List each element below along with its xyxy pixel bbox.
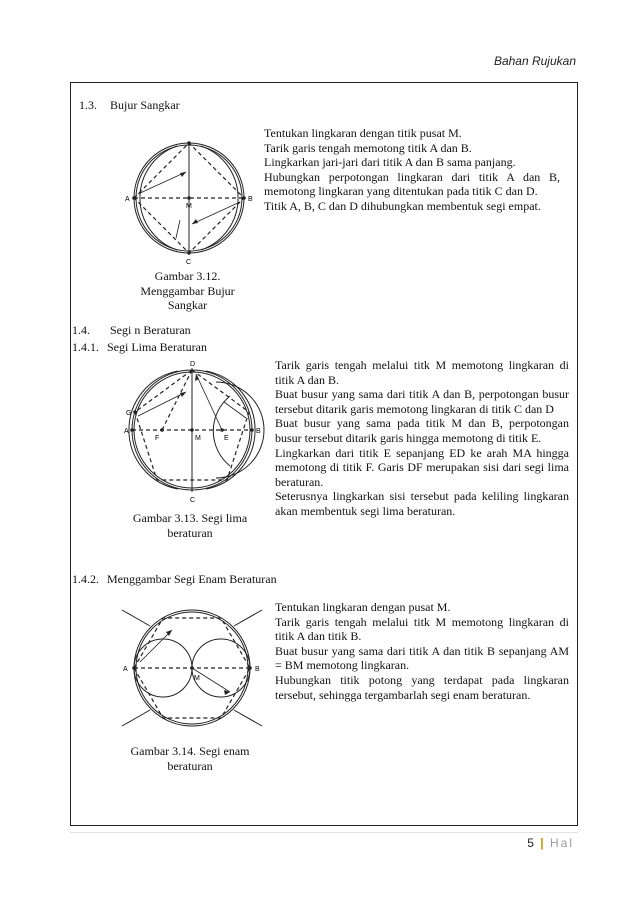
steps-square: Tentukan lingkaran dengan titik pusat M. Tarik garis tengah memotong titik A dan B. Lingkarkan jari-jari dari titik A dan B sama panjang. Hubungkan perpotongan lingkaran dari titik A dan B, memotong lingkaran yang ditentukan pada titik C dan D. Titik A, B, C dan D dihubungkan membentuk segi empat.: [264, 126, 560, 213]
footer-rule: [70, 832, 578, 833]
label-point-e: E: [224, 435, 229, 442]
figure-pentagon: [124, 358, 269, 506]
label-point-c: C: [186, 259, 192, 266]
heading-segi-enam: Menggambar Segi Enam Beraturan: [107, 572, 277, 586]
page-separator: |: [540, 836, 544, 850]
heading-number-1-3: 1.3.: [79, 98, 97, 112]
heading-segi-n: Segi n Beraturan: [110, 323, 191, 337]
page-label: Hal: [549, 836, 574, 850]
label-point-b-hexagon: B: [255, 666, 260, 673]
caption-figure-3-14: Gambar 3.14. Segi enam beraturan: [130, 744, 250, 773]
label-point-f: F: [155, 435, 160, 442]
label-point-m-pentagon: M: [195, 435, 201, 442]
figure-hexagon: [120, 600, 270, 738]
label-point-d: D: [190, 361, 196, 368]
label-point-m-hexagon: M: [194, 675, 200, 682]
heading-segi-lima: Segi Lima Beraturan: [107, 340, 207, 354]
label-point-a-pentagon: A: [124, 428, 129, 435]
page-number-value: 5: [527, 836, 534, 850]
caption-figure-3-12: Gambar 3.12. Menggambar Bujur Sangkar: [140, 269, 235, 313]
label-point-g: G: [126, 410, 132, 417]
label-point-c-pentagon: C: [190, 497, 196, 504]
running-header: Bahan Rujukan: [493, 54, 576, 68]
figure-square: [124, 128, 264, 266]
heading-number-1-4-1: 1.4.1.: [72, 340, 99, 354]
label-point-m: M: [186, 203, 192, 210]
steps-pentagon: Tarik garis tengah melalui titk M memotong lingkaran di titik A dan B. Buat busur yang sama dari titik A dan B, perpotongan busur tersebut ditarik garis memotong lingkaran di titik C dan D Buat busur yang sama pada titik M dan B, perpotongan busur tersebut ditarik garis hingga memotong di titik E. Lingkarkan dari titik E sepanjang ED ke arah MA hingga memotong di titik F. Garis DF merupakan sisi dari segi lima beraturan. Seterusnya lingkarkan sisi tersebut pada keliling lingkaran akan membentuk segi lima beraturan.: [275, 358, 569, 518]
label-point-a-hexagon: A: [123, 666, 128, 673]
heading-bujur-sangkar: Bujur Sangkar: [110, 98, 180, 112]
label-point-a: A: [125, 196, 130, 203]
page-number: [527, 836, 574, 850]
label-point-b-pentagon: B: [256, 428, 261, 435]
heading-number-1-4: 1.4.: [72, 323, 90, 337]
steps-hexagon: Tentukan lingkaran dengan pusat M. Tarik garis tengah melalui titk M memotong lingkaran di titik A dan titik B. Buat busur yang sama dari titik A dan titik B sepanjang AM = BM memotong lingkaran. Hubungkan titik potong yang terdapat pada lingkaran tersebut, sehingga tergambarlah segi enam beraturan.: [275, 600, 569, 702]
caption-figure-3-13: Gambar 3.13. Segi lima beraturan: [132, 511, 248, 540]
heading-number-1-4-2: 1.4.2.: [72, 572, 99, 586]
label-point-b: B: [248, 196, 253, 203]
